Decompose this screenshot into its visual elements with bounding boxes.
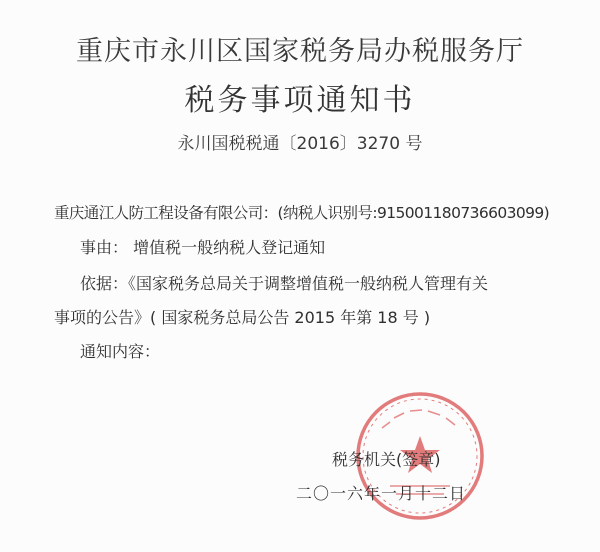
basis-line-2: 事项的公告》( 国家税务总局公告 2015 年第 18 号 ): [54, 308, 431, 327]
taxpayer-line: 重庆通江人防工程设备有限公司：(纳税人识别号:915001180736603099): [54, 204, 550, 222]
issue-date: 二〇一六年一月十二日: [296, 484, 467, 503]
content-label: 通知内容：: [80, 342, 161, 361]
basis-line-1: 依据：《国家税务总局关于调整增值税一般纳税人管理有关: [80, 274, 489, 293]
authority-signature: 税务机关(签章): [332, 450, 441, 469]
subject-line: 事由： 增值税一般纳税人登记通知: [80, 238, 326, 257]
document-number: 永川国税税通〔2016〕3270 号: [177, 134, 423, 154]
issuer-title: 重庆市永川区国家税务局办税服务厅: [76, 36, 524, 67]
document-title: 税务事项通知书: [184, 83, 416, 118]
